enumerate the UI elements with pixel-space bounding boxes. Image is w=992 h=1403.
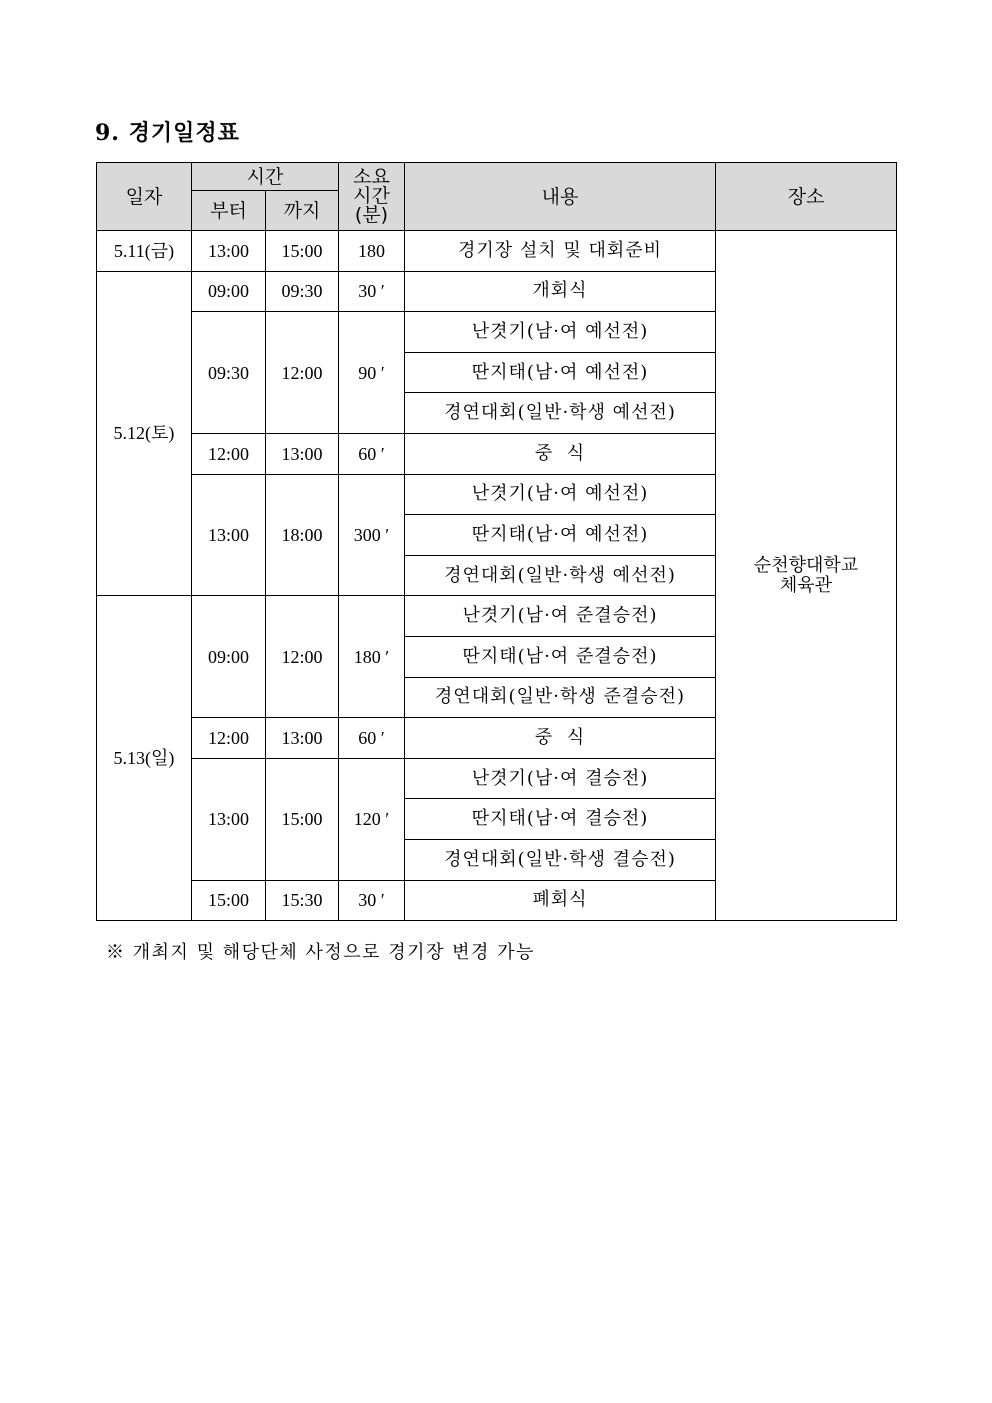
from-cell: 09:00 xyxy=(192,271,266,312)
header-to: 까지 xyxy=(266,191,339,231)
duration-cell: 300 ′ xyxy=(339,474,405,596)
venue-cell xyxy=(716,231,897,921)
duration-cell: 30 ′ xyxy=(339,271,405,312)
header-duration xyxy=(339,163,405,231)
content-cell: 딴지태(남·여 예선전) xyxy=(405,515,716,556)
duration-cell: 90 ′ xyxy=(339,312,405,434)
content-cell: 폐회식 xyxy=(405,880,716,921)
from-cell: 12:00 xyxy=(192,718,266,759)
from-cell: 09:00 xyxy=(192,596,266,718)
content-cell: 경연대회(일반·학생 결승전) xyxy=(405,839,716,880)
header-duration-line1: 소요 xyxy=(353,166,390,188)
table-row xyxy=(97,231,897,272)
content-cell: 중 식 xyxy=(405,433,716,474)
header-content: 내용 xyxy=(405,163,716,231)
content-cell: 난겻기(남·여 예선전) xyxy=(405,474,716,515)
venue-line2: 체육관 xyxy=(779,574,833,596)
content-cell: 경연대회(일반·학생 예선전) xyxy=(405,393,716,434)
header-venue: 장소 xyxy=(716,163,897,231)
header-time: 시간 xyxy=(192,163,339,191)
to-cell: 18:00 xyxy=(266,474,339,596)
venue-line1: 순천향대학교 xyxy=(753,554,859,576)
content-cell: 난겻기(남·여 준결승전) xyxy=(405,596,716,637)
from-cell: 13:00 xyxy=(192,474,266,596)
content-cell: 난겻기(남·여 결승전) xyxy=(405,758,716,799)
duration-cell: 30 ′ xyxy=(339,880,405,921)
to-cell: 12:00 xyxy=(266,312,339,434)
content-cell: 딴지태(남·여 예선전) xyxy=(405,352,716,393)
section-title: 9. 경기일정표 xyxy=(95,120,240,146)
content-cell: 경연대회(일반·학생 준결승전) xyxy=(405,677,716,718)
to-cell: 13:00 xyxy=(266,433,339,474)
content-cell: 딴지태(남·여 준결승전) xyxy=(405,636,716,677)
from-cell: 13:00 xyxy=(192,231,266,272)
to-cell: 12:00 xyxy=(266,596,339,718)
to-cell: 13:00 xyxy=(266,718,339,759)
to-cell: 15:30 xyxy=(266,880,339,921)
date-cell: 5.12(토) xyxy=(97,271,192,596)
content-cell: 중 식 xyxy=(405,718,716,759)
content-cell: 개회식 xyxy=(405,271,716,312)
footnote: ※ 개최지 및 해당단체 사정으로 경기장 변경 가능 xyxy=(106,942,535,963)
date-cell: 5.13(일) xyxy=(97,596,192,921)
duration-cell: 120 ′ xyxy=(339,758,405,880)
header-duration-line2: 시간 xyxy=(353,185,390,207)
content-cell: 딴지태(남·여 결승전) xyxy=(405,799,716,840)
schedule-table xyxy=(96,162,897,921)
content-cell: 경기장 설치 및 대회준비 xyxy=(405,231,716,272)
to-cell: 09:30 xyxy=(266,271,339,312)
from-cell: 13:00 xyxy=(192,758,266,880)
content-cell: 경연대회(일반·학생 예선전) xyxy=(405,555,716,596)
duration-cell: 180 xyxy=(339,231,405,272)
header-duration-line3: (분) xyxy=(354,204,389,226)
to-cell: 15:00 xyxy=(266,758,339,880)
duration-cell: 60 ′ xyxy=(339,718,405,759)
from-cell: 12:00 xyxy=(192,433,266,474)
duration-cell: 60 ′ xyxy=(339,433,405,474)
header-from: 부터 xyxy=(192,191,266,231)
date-cell: 5.11(금) xyxy=(97,231,192,272)
from-cell: 15:00 xyxy=(192,880,266,921)
header-date: 일자 xyxy=(97,163,192,231)
from-cell: 09:30 xyxy=(192,312,266,434)
duration-cell: 180 ′ xyxy=(339,596,405,718)
content-cell: 난겻기(남·여 예선전) xyxy=(405,312,716,353)
to-cell: 15:00 xyxy=(266,231,339,272)
